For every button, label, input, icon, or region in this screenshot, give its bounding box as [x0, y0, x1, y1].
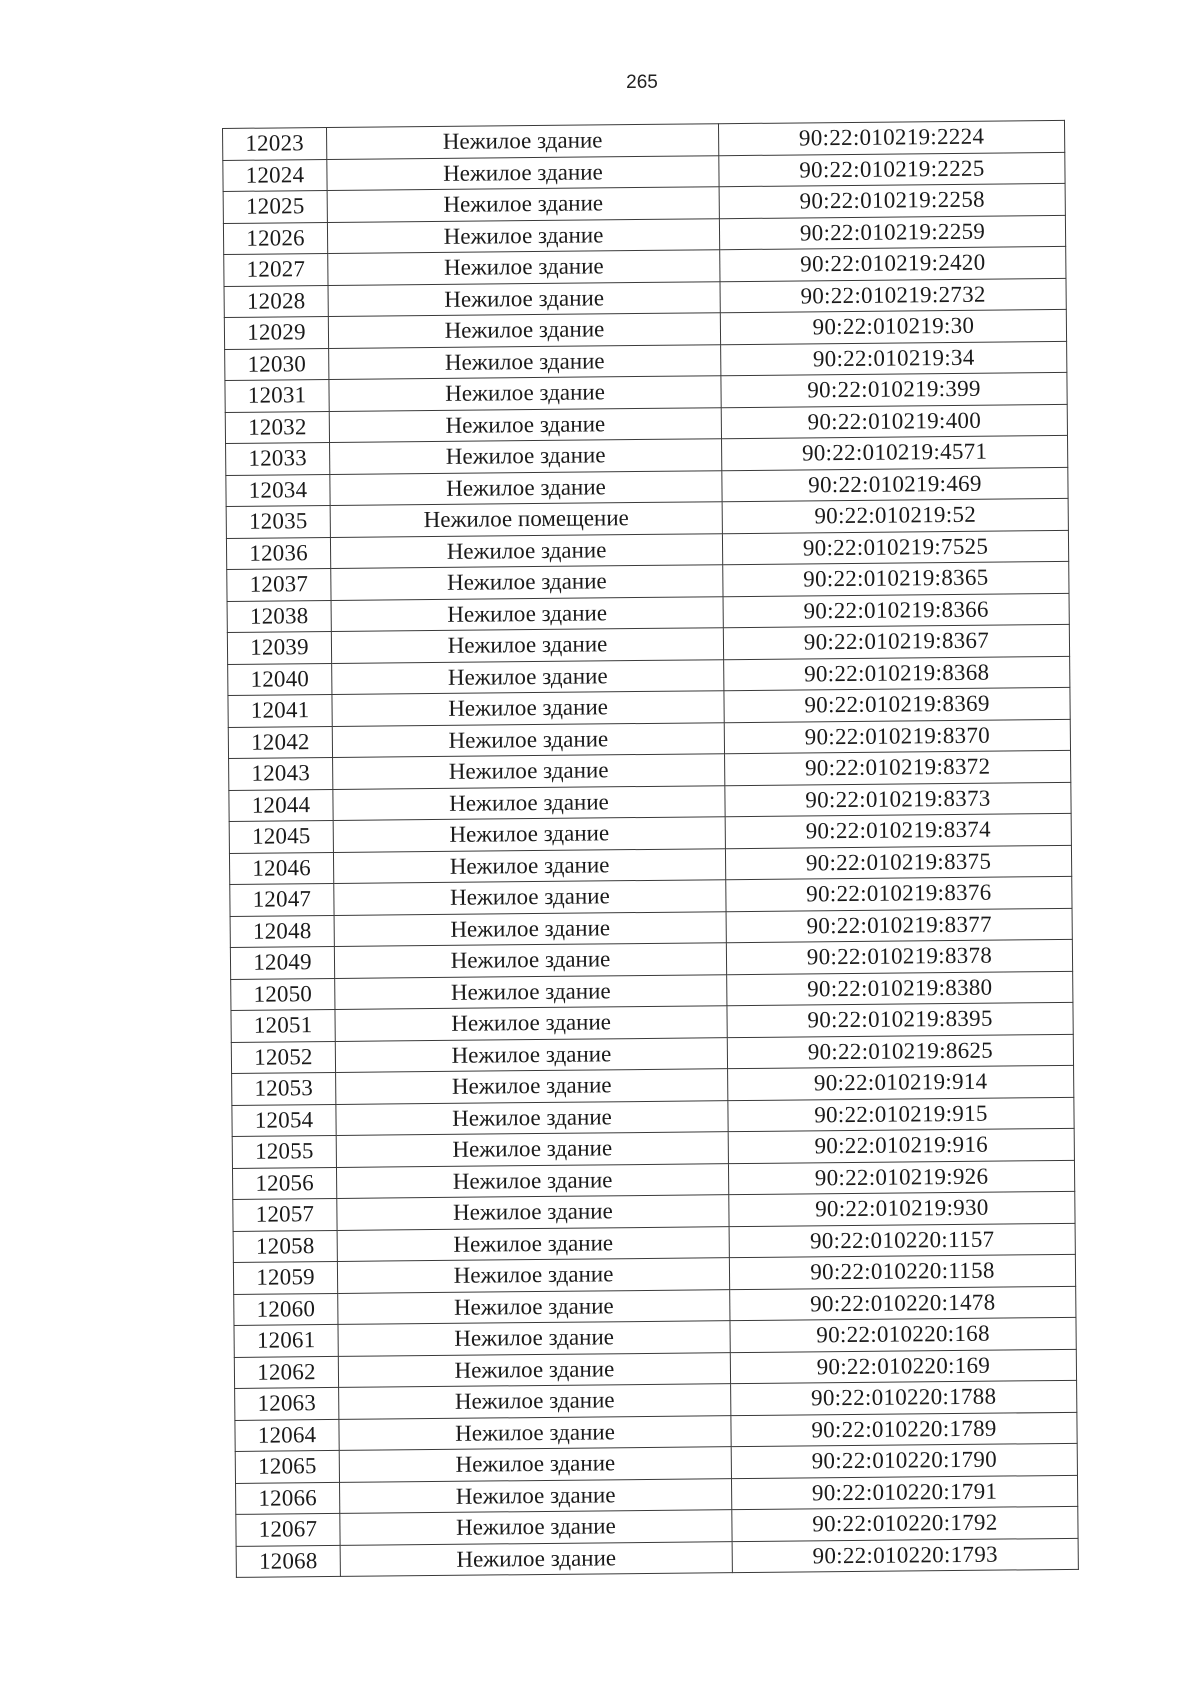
cadastral-number-cell: 90:22:010219:8378 — [726, 939, 1072, 974]
row-number-cell: 12060 — [234, 1293, 338, 1325]
cadastral-number-cell: 90:22:010219:30 — [720, 309, 1066, 344]
cadastral-number-cell: 90:22:010219:469 — [722, 467, 1068, 502]
cadastral-number-cell: 90:22:010220:1157 — [729, 1223, 1075, 1258]
row-number-cell: 12052 — [231, 1041, 335, 1073]
row-number-cell: 12065 — [235, 1450, 339, 1482]
cadastral-number-cell: 90:22:010220:1789 — [731, 1412, 1077, 1447]
row-number-cell: 12059 — [233, 1261, 337, 1293]
row-number-cell: 12048 — [230, 915, 334, 947]
cadastral-number-cell: 90:22:010219:2224 — [718, 120, 1064, 155]
row-number-cell: 12036 — [226, 537, 330, 569]
object-type-cell: Нежилое здание — [333, 817, 725, 852]
row-number-cell: 12051 — [231, 1009, 335, 1041]
cadastral-number-cell: 90:22:010219:915 — [728, 1097, 1074, 1132]
row-number-cell: 12056 — [232, 1167, 336, 1199]
row-number-cell: 12023 — [223, 127, 327, 159]
row-number-cell: 12041 — [228, 694, 332, 726]
cadastral-number-cell: 90:22:010219:8372 — [725, 750, 1071, 785]
object-type-cell: Нежилое здание — [337, 1226, 729, 1261]
cadastral-number-cell: 90:22:010220:1788 — [731, 1380, 1077, 1415]
cadastral-number-cell: 90:22:010219:8373 — [725, 782, 1071, 817]
cadastral-number-cell: 90:22:010220:1792 — [732, 1506, 1078, 1541]
object-type-cell: Нежилое здание — [331, 596, 723, 631]
row-number-cell: 12030 — [225, 348, 329, 380]
row-number-cell: 12049 — [230, 946, 334, 978]
row-number-cell: 12032 — [225, 411, 329, 443]
object-type-cell: Нежилое здание — [332, 691, 724, 726]
row-number-cell: 12037 — [227, 568, 331, 600]
row-number-cell: 12039 — [227, 631, 331, 663]
object-type-cell: Нежилое здание — [327, 155, 719, 190]
cadastral-number-cell: 90:22:010219:2420 — [720, 246, 1066, 281]
cadastral-number-cell: 90:22:010219:8376 — [726, 876, 1072, 911]
object-type-cell: Нежилое здание — [339, 1447, 731, 1482]
row-number-cell: 12044 — [229, 789, 333, 821]
row-number-cell: 12025 — [223, 190, 327, 222]
row-number-cell: 12026 — [223, 222, 327, 254]
row-number-cell: 12061 — [234, 1324, 338, 1356]
cadastral-number-cell: 90:22:010219:8374 — [725, 813, 1071, 848]
registry-table — [222, 120, 1079, 1578]
row-number-cell: 12053 — [232, 1072, 336, 1104]
row-number-cell: 12058 — [233, 1230, 337, 1262]
row-number-cell: 12040 — [228, 663, 332, 695]
cadastral-number-cell: 90:22:010220:1478 — [730, 1286, 1076, 1321]
cadastral-number-cell: 90:22:010220:1158 — [729, 1254, 1075, 1289]
object-type-cell: Нежилое здание — [333, 785, 725, 820]
cadastral-number-cell: 90:22:010220:1791 — [731, 1475, 1077, 1510]
page-number: 265 — [626, 72, 658, 93]
row-number-cell: 12033 — [226, 442, 330, 474]
object-type-cell: Нежилое здание — [330, 533, 722, 568]
cadastral-number-cell: 90:22:010219:8380 — [727, 971, 1073, 1006]
row-number-cell: 12031 — [225, 379, 329, 411]
cadastral-number-cell: 90:22:010219:8377 — [726, 908, 1072, 943]
cadastral-number-cell: 90:22:010219:930 — [729, 1191, 1075, 1226]
object-type-cell: Нежилое здание — [336, 1069, 728, 1104]
cadastral-number-cell: 90:22:010219:8369 — [724, 687, 1070, 722]
cadastral-number-cell: 90:22:010219:7525 — [722, 530, 1068, 565]
object-type-cell: Нежилое здание — [336, 1100, 728, 1135]
row-number-cell: 12057 — [233, 1198, 337, 1230]
cadastral-number-cell: 90:22:010220:1793 — [732, 1538, 1078, 1573]
cadastral-number-cell: 90:22:010220:1790 — [731, 1443, 1077, 1478]
object-type-cell: Нежилое здание — [340, 1541, 732, 1576]
cadastral-number-cell: 90:22:010219:2225 — [719, 152, 1065, 187]
object-type-cell: Нежилое здание — [336, 1163, 728, 1198]
object-type-cell: Нежилое здание — [336, 1132, 728, 1167]
object-type-cell: Нежилое здание — [331, 628, 723, 663]
object-type-cell: Нежилое здание — [330, 439, 722, 474]
row-number-cell: 12062 — [234, 1356, 338, 1388]
object-type-cell: Нежилое здание — [333, 754, 725, 789]
cadastral-number-cell: 90:22:010219:8625 — [727, 1034, 1073, 1069]
row-number-cell: 12035 — [226, 505, 330, 537]
object-type-cell: Нежилое здание — [338, 1321, 730, 1356]
row-number-cell: 12045 — [229, 820, 333, 852]
cadastral-number-cell: 90:22:010219:52 — [722, 498, 1068, 533]
cadastral-number-cell: 90:22:010219:400 — [721, 404, 1067, 439]
cadastral-number-cell: 90:22:010219:2732 — [720, 278, 1066, 313]
row-number-cell: 12043 — [229, 757, 333, 789]
object-type-cell: Нежилое здание — [334, 943, 726, 978]
cadastral-number-cell: 90:22:010219:8370 — [724, 719, 1070, 754]
object-type-cell: Нежилое здание — [339, 1384, 731, 1419]
cadastral-number-cell: 90:22:010219:4571 — [722, 435, 1068, 470]
cadastral-number-cell: 90:22:010219:8368 — [724, 656, 1070, 691]
object-type-cell: Нежилое здание — [334, 880, 726, 915]
cadastral-number-cell: 90:22:010219:8367 — [723, 624, 1069, 659]
cadastral-number-cell: 90:22:010219:926 — [728, 1160, 1074, 1195]
row-number-cell: 12024 — [223, 159, 327, 191]
registry-table-body — [223, 120, 1079, 1577]
object-type-cell: Нежилое здание — [331, 565, 723, 600]
object-type-cell: Нежилое здание — [328, 313, 720, 348]
row-number-cell: 12063 — [235, 1387, 339, 1419]
object-type-cell: Нежилое здание — [338, 1352, 730, 1387]
row-number-cell: 12038 — [227, 600, 331, 632]
object-type-cell: Нежилое здание — [327, 218, 719, 253]
object-type-cell: Нежилое здание — [338, 1289, 730, 1324]
cadastral-number-cell: 90:22:010219:2258 — [719, 183, 1065, 218]
cadastral-number-cell: 90:22:010220:169 — [730, 1349, 1076, 1384]
object-type-cell: Нежилое здание — [334, 911, 726, 946]
row-number-cell: 12029 — [224, 316, 328, 348]
object-type-cell: Нежилое здание — [328, 281, 720, 316]
row-number-cell: 12027 — [224, 253, 328, 285]
object-type-cell: Нежилое здание — [339, 1415, 731, 1450]
row-number-cell: 12047 — [230, 883, 334, 915]
object-type-cell: Нежилое здание — [332, 722, 724, 757]
row-number-cell: 12064 — [235, 1419, 339, 1451]
object-type-cell: Нежилое здание — [335, 1006, 727, 1041]
cadastral-number-cell: 90:22:010219:34 — [721, 341, 1067, 376]
table-row — [236, 1538, 1078, 1578]
object-type-cell: Нежилое здание — [337, 1195, 729, 1230]
row-number-cell: 12066 — [236, 1482, 340, 1514]
object-type-cell: Нежилое помещение — [330, 502, 722, 537]
cadastral-number-cell: 90:22:010219:8366 — [723, 593, 1069, 628]
object-type-cell: Нежилое здание — [340, 1510, 732, 1545]
cadastral-number-cell: 90:22:010219:399 — [721, 372, 1067, 407]
cadastral-number-cell: 90:22:010219:2259 — [719, 215, 1065, 250]
object-type-cell: Нежилое здание — [327, 124, 719, 159]
cadastral-number-cell: 90:22:010220:168 — [730, 1317, 1076, 1352]
cadastral-number-cell: 90:22:010219:8365 — [723, 561, 1069, 596]
cadastral-number-cell: 90:22:010219:914 — [728, 1065, 1074, 1100]
cadastral-number-cell: 90:22:010219:916 — [728, 1128, 1074, 1163]
object-type-cell: Нежилое здание — [332, 659, 724, 694]
row-number-cell: 12042 — [228, 726, 332, 758]
object-type-cell: Нежилое здание — [329, 344, 721, 379]
row-number-cell: 12028 — [224, 285, 328, 317]
object-type-cell: Нежилое здание — [340, 1478, 732, 1513]
object-type-cell: Нежилое здание — [330, 470, 722, 505]
row-number-cell: 12054 — [232, 1104, 336, 1136]
object-type-cell: Нежилое здание — [335, 974, 727, 1009]
row-number-cell: 12055 — [232, 1135, 336, 1167]
cadastral-number-cell: 90:22:010219:8375 — [725, 845, 1071, 880]
object-type-cell: Нежилое здание — [335, 1037, 727, 1072]
object-type-cell: Нежилое здание — [329, 407, 721, 442]
object-type-cell: Нежилое здание — [328, 250, 720, 285]
object-type-cell: Нежилое здание — [333, 848, 725, 883]
row-number-cell: 12050 — [231, 978, 335, 1010]
row-number-cell: 12067 — [236, 1513, 340, 1545]
row-number-cell: 12034 — [226, 474, 330, 506]
row-number-cell: 12068 — [236, 1545, 340, 1577]
cadastral-number-cell: 90:22:010219:8395 — [727, 1002, 1073, 1037]
object-type-cell: Нежилое здание — [337, 1258, 729, 1293]
object-type-cell: Нежилое здание — [329, 376, 721, 411]
object-type-cell: Нежилое здание — [327, 187, 719, 222]
row-number-cell: 12046 — [229, 852, 333, 884]
